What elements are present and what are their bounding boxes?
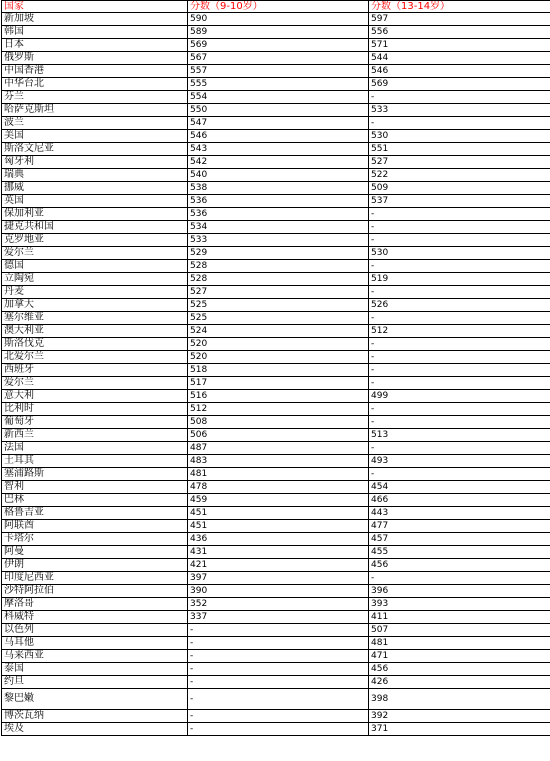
cell-score-9-10: - bbox=[188, 723, 369, 736]
cell-score-13-14: 569 bbox=[369, 78, 550, 91]
table-row bbox=[2, 663, 550, 676]
cell-score-9-10: 451 bbox=[188, 520, 369, 533]
cell-score-13-14: 456 bbox=[369, 559, 550, 572]
cell-score-9-10: 557 bbox=[188, 65, 369, 78]
cell-score-9-10: 527 bbox=[188, 286, 369, 299]
cell-score-13-14: - bbox=[369, 208, 550, 221]
table-row bbox=[2, 221, 550, 234]
cell-score-13-14: 509 bbox=[369, 182, 550, 195]
cell-score-13-14: - bbox=[369, 364, 550, 377]
cell-score-9-10: 546 bbox=[188, 130, 369, 143]
table-row bbox=[2, 520, 550, 533]
cell-country: 中华台北 bbox=[2, 78, 188, 91]
cell-score-9-10: 421 bbox=[188, 559, 369, 572]
table-row bbox=[2, 52, 550, 65]
cell-country: 塞浦路斯 bbox=[2, 468, 188, 481]
cell-score-13-14: 454 bbox=[369, 481, 550, 494]
cell-score-13-14: 571 bbox=[369, 39, 550, 52]
cell-score-13-14: 493 bbox=[369, 455, 550, 468]
cell-score-13-14: - bbox=[369, 338, 550, 351]
header-row bbox=[2, 1, 550, 13]
cell-score-9-10: 543 bbox=[188, 143, 369, 156]
table-row bbox=[2, 710, 550, 723]
cell-country: 捷克共和国 bbox=[2, 221, 188, 234]
table-row bbox=[2, 390, 550, 403]
table-row bbox=[2, 416, 550, 429]
table-row bbox=[2, 572, 550, 585]
cell-country: 立陶宛 bbox=[2, 273, 188, 286]
table-row bbox=[2, 598, 550, 611]
cell-country: 瑞典 bbox=[2, 169, 188, 182]
cell-score-9-10: 567 bbox=[188, 52, 369, 65]
table-row bbox=[2, 559, 550, 572]
cell-country: 泰国 bbox=[2, 663, 188, 676]
table-row bbox=[2, 299, 550, 312]
cell-country: 斯洛伐克 bbox=[2, 338, 188, 351]
cell-country: 英国 bbox=[2, 195, 188, 208]
cell-score-13-14: 426 bbox=[369, 676, 550, 689]
table-row bbox=[2, 494, 550, 507]
table-row bbox=[2, 65, 550, 78]
cell-score-13-14: 499 bbox=[369, 390, 550, 403]
cell-score-9-10: 459 bbox=[188, 494, 369, 507]
cell-score-9-10: 528 bbox=[188, 273, 369, 286]
cell-score-9-10: - bbox=[188, 689, 369, 710]
cell-country: 新加坡 bbox=[2, 13, 188, 26]
score-table bbox=[1, 0, 550, 736]
cell-score-9-10: 538 bbox=[188, 182, 369, 195]
cell-score-13-14: - bbox=[369, 416, 550, 429]
cell-country: 格鲁吉亚 bbox=[2, 507, 188, 520]
cell-score-9-10: 487 bbox=[188, 442, 369, 455]
cell-country: 芬兰 bbox=[2, 91, 188, 104]
cell-score-13-14: - bbox=[369, 117, 550, 130]
table-row bbox=[2, 234, 550, 247]
cell-score-13-14: 533 bbox=[369, 104, 550, 117]
cell-country: 摩洛哥 bbox=[2, 598, 188, 611]
cell-country: 阿联酋 bbox=[2, 520, 188, 533]
cell-score-9-10: 512 bbox=[188, 403, 369, 416]
table-row bbox=[2, 91, 550, 104]
cell-country: 爱尔兰 bbox=[2, 377, 188, 390]
table-row bbox=[2, 364, 550, 377]
cell-score-13-14: 546 bbox=[369, 65, 550, 78]
cell-country: 新西兰 bbox=[2, 429, 188, 442]
table-row bbox=[2, 676, 550, 689]
cell-score-9-10: 533 bbox=[188, 234, 369, 247]
cell-score-13-14: 530 bbox=[369, 247, 550, 260]
header-country: 国家 bbox=[2, 1, 188, 13]
table-row bbox=[2, 143, 550, 156]
table-row bbox=[2, 13, 550, 26]
cell-country: 黎巴嫩 bbox=[2, 689, 188, 710]
cell-country: 北爱尔兰 bbox=[2, 351, 188, 364]
cell-score-9-10: 517 bbox=[188, 377, 369, 390]
cell-country: 智利 bbox=[2, 481, 188, 494]
cell-score-9-10: - bbox=[188, 663, 369, 676]
cell-country: 马耳他 bbox=[2, 637, 188, 650]
table-row bbox=[2, 338, 550, 351]
cell-country: 保加利亚 bbox=[2, 208, 188, 221]
cell-score-9-10: 536 bbox=[188, 195, 369, 208]
cell-score-9-10: - bbox=[188, 637, 369, 650]
table-row bbox=[2, 611, 550, 624]
cell-country: 土耳其 bbox=[2, 455, 188, 468]
cell-score-13-14: 513 bbox=[369, 429, 550, 442]
table-row bbox=[2, 585, 550, 598]
header-score-13-14: 分数（13-14岁） bbox=[369, 1, 550, 13]
cell-score-9-10: 534 bbox=[188, 221, 369, 234]
cell-score-13-14: - bbox=[369, 260, 550, 273]
cell-score-9-10: 550 bbox=[188, 104, 369, 117]
cell-score-9-10: 481 bbox=[188, 468, 369, 481]
cell-score-9-10: 451 bbox=[188, 507, 369, 520]
table-row bbox=[2, 468, 550, 481]
cell-country: 巴林 bbox=[2, 494, 188, 507]
table-row bbox=[2, 130, 550, 143]
cell-country: 葡萄牙 bbox=[2, 416, 188, 429]
cell-score-13-14: 537 bbox=[369, 195, 550, 208]
cell-score-9-10: 431 bbox=[188, 546, 369, 559]
cell-score-9-10: 525 bbox=[188, 299, 369, 312]
cell-score-9-10: 590 bbox=[188, 13, 369, 26]
table-row bbox=[2, 637, 550, 650]
cell-score-13-14: 471 bbox=[369, 650, 550, 663]
table-row bbox=[2, 78, 550, 91]
cell-country: 沙特阿拉伯 bbox=[2, 585, 188, 598]
cell-country: 匈牙利 bbox=[2, 156, 188, 169]
cell-country: 比利时 bbox=[2, 403, 188, 416]
cell-score-9-10: 352 bbox=[188, 598, 369, 611]
cell-country: 伊朗 bbox=[2, 559, 188, 572]
table-row bbox=[2, 26, 550, 39]
table-row bbox=[2, 723, 550, 736]
table-body bbox=[2, 13, 550, 736]
cell-country: 印度尼西亚 bbox=[2, 572, 188, 585]
cell-country: 阿曼 bbox=[2, 546, 188, 559]
table-header bbox=[2, 1, 550, 13]
cell-score-9-10: 518 bbox=[188, 364, 369, 377]
cell-score-9-10: - bbox=[188, 650, 369, 663]
table-row bbox=[2, 156, 550, 169]
cell-score-13-14: 466 bbox=[369, 494, 550, 507]
table-row bbox=[2, 273, 550, 286]
cell-score-9-10: 555 bbox=[188, 78, 369, 91]
table-row bbox=[2, 117, 550, 130]
cell-score-13-14: - bbox=[369, 442, 550, 455]
cell-country: 科威特 bbox=[2, 611, 188, 624]
cell-country: 马来西亚 bbox=[2, 650, 188, 663]
cell-score-13-14: 527 bbox=[369, 156, 550, 169]
cell-score-13-14: - bbox=[369, 403, 550, 416]
table-row bbox=[2, 104, 550, 117]
cell-country: 加拿大 bbox=[2, 299, 188, 312]
cell-country: 博茨瓦纳 bbox=[2, 710, 188, 723]
cell-score-13-14: - bbox=[369, 351, 550, 364]
table-row bbox=[2, 689, 550, 710]
cell-country: 美国 bbox=[2, 130, 188, 143]
cell-score-9-10: 390 bbox=[188, 585, 369, 598]
cell-score-13-14: 512 bbox=[369, 325, 550, 338]
cell-country: 卡塔尔 bbox=[2, 533, 188, 546]
table-row bbox=[2, 351, 550, 364]
cell-score-9-10: 520 bbox=[188, 351, 369, 364]
table-row bbox=[2, 507, 550, 520]
cell-score-13-14: 551 bbox=[369, 143, 550, 156]
cell-score-13-14: 456 bbox=[369, 663, 550, 676]
table-row bbox=[2, 260, 550, 273]
cell-country: 挪威 bbox=[2, 182, 188, 195]
table-row bbox=[2, 195, 550, 208]
cell-score-13-14: 530 bbox=[369, 130, 550, 143]
cell-score-9-10: - bbox=[188, 710, 369, 723]
cell-score-13-14: 392 bbox=[369, 710, 550, 723]
table-row bbox=[2, 247, 550, 260]
cell-score-13-14: - bbox=[369, 234, 550, 247]
cell-score-13-14: 396 bbox=[369, 585, 550, 598]
cell-country: 丹麦 bbox=[2, 286, 188, 299]
cell-country: 克罗地亚 bbox=[2, 234, 188, 247]
cell-score-9-10: 542 bbox=[188, 156, 369, 169]
cell-score-9-10: 554 bbox=[188, 91, 369, 104]
cell-country: 哈萨克斯坦 bbox=[2, 104, 188, 117]
table-row bbox=[2, 182, 550, 195]
cell-score-13-14: - bbox=[369, 312, 550, 325]
table-row bbox=[2, 546, 550, 559]
cell-score-13-14: - bbox=[369, 91, 550, 104]
cell-country: 爱尔兰 bbox=[2, 247, 188, 260]
cell-score-9-10: 536 bbox=[188, 208, 369, 221]
cell-country: 中国香港 bbox=[2, 65, 188, 78]
cell-score-9-10: 516 bbox=[188, 390, 369, 403]
cell-country: 意大利 bbox=[2, 390, 188, 403]
cell-score-9-10: 478 bbox=[188, 481, 369, 494]
cell-score-9-10: 520 bbox=[188, 338, 369, 351]
cell-score-13-14: 519 bbox=[369, 273, 550, 286]
cell-country: 俄罗斯 bbox=[2, 52, 188, 65]
cell-country: 埃及 bbox=[2, 723, 188, 736]
cell-score-13-14: - bbox=[369, 572, 550, 585]
cell-country: 德国 bbox=[2, 260, 188, 273]
header-score-9-10: 分数（9-10岁） bbox=[188, 1, 369, 13]
cell-country: 斯洛文尼亚 bbox=[2, 143, 188, 156]
cell-score-9-10: 508 bbox=[188, 416, 369, 429]
table-row bbox=[2, 39, 550, 52]
cell-score-9-10: 525 bbox=[188, 312, 369, 325]
cell-score-9-10: 337 bbox=[188, 611, 369, 624]
cell-score-9-10: 547 bbox=[188, 117, 369, 130]
table-row bbox=[2, 325, 550, 338]
cell-score-13-14: 457 bbox=[369, 533, 550, 546]
cell-score-9-10: 397 bbox=[188, 572, 369, 585]
table-row bbox=[2, 312, 550, 325]
table-row bbox=[2, 533, 550, 546]
cell-country: 西班牙 bbox=[2, 364, 188, 377]
cell-score-13-14: 371 bbox=[369, 723, 550, 736]
cell-score-13-14: 556 bbox=[369, 26, 550, 39]
cell-score-9-10: - bbox=[188, 676, 369, 689]
cell-score-13-14: 481 bbox=[369, 637, 550, 650]
cell-country: 塞尔维亚 bbox=[2, 312, 188, 325]
cell-score-13-14: 393 bbox=[369, 598, 550, 611]
cell-score-9-10: 483 bbox=[188, 455, 369, 468]
table-row bbox=[2, 286, 550, 299]
cell-score-13-14: 507 bbox=[369, 624, 550, 637]
table-row bbox=[2, 481, 550, 494]
cell-score-13-14: 411 bbox=[369, 611, 550, 624]
cell-country: 约旦 bbox=[2, 676, 188, 689]
cell-country: 波兰 bbox=[2, 117, 188, 130]
cell-country: 以色列 bbox=[2, 624, 188, 637]
cell-country: 日本 bbox=[2, 39, 188, 52]
cell-score-13-14: - bbox=[369, 377, 550, 390]
cell-score-13-14: 477 bbox=[369, 520, 550, 533]
cell-score-13-14: - bbox=[369, 221, 550, 234]
table-row bbox=[2, 208, 550, 221]
cell-score-13-14: - bbox=[369, 286, 550, 299]
cell-score-13-14: 443 bbox=[369, 507, 550, 520]
cell-score-9-10: 589 bbox=[188, 26, 369, 39]
table-row bbox=[2, 169, 550, 182]
cell-score-13-14: 526 bbox=[369, 299, 550, 312]
cell-score-9-10: 569 bbox=[188, 39, 369, 52]
cell-score-13-14: - bbox=[369, 468, 550, 481]
cell-score-13-14: 544 bbox=[369, 52, 550, 65]
cell-score-9-10: 506 bbox=[188, 429, 369, 442]
cell-score-9-10: - bbox=[188, 624, 369, 637]
cell-country: 澳大利亚 bbox=[2, 325, 188, 338]
cell-score-9-10: 524 bbox=[188, 325, 369, 338]
cell-score-9-10: 436 bbox=[188, 533, 369, 546]
cell-score-9-10: 528 bbox=[188, 260, 369, 273]
cell-score-13-14: 398 bbox=[369, 689, 550, 710]
table-row bbox=[2, 624, 550, 637]
table-row bbox=[2, 429, 550, 442]
table-row bbox=[2, 403, 550, 416]
table-row bbox=[2, 442, 550, 455]
table-row bbox=[2, 650, 550, 663]
table-row bbox=[2, 455, 550, 468]
cell-country: 法国 bbox=[2, 442, 188, 455]
table-row bbox=[2, 377, 550, 390]
cell-score-9-10: 540 bbox=[188, 169, 369, 182]
cell-score-13-14: 455 bbox=[369, 546, 550, 559]
cell-score-13-14: 522 bbox=[369, 169, 550, 182]
cell-country: 韩国 bbox=[2, 26, 188, 39]
cell-score-13-14: 597 bbox=[369, 13, 550, 26]
cell-score-9-10: 529 bbox=[188, 247, 369, 260]
